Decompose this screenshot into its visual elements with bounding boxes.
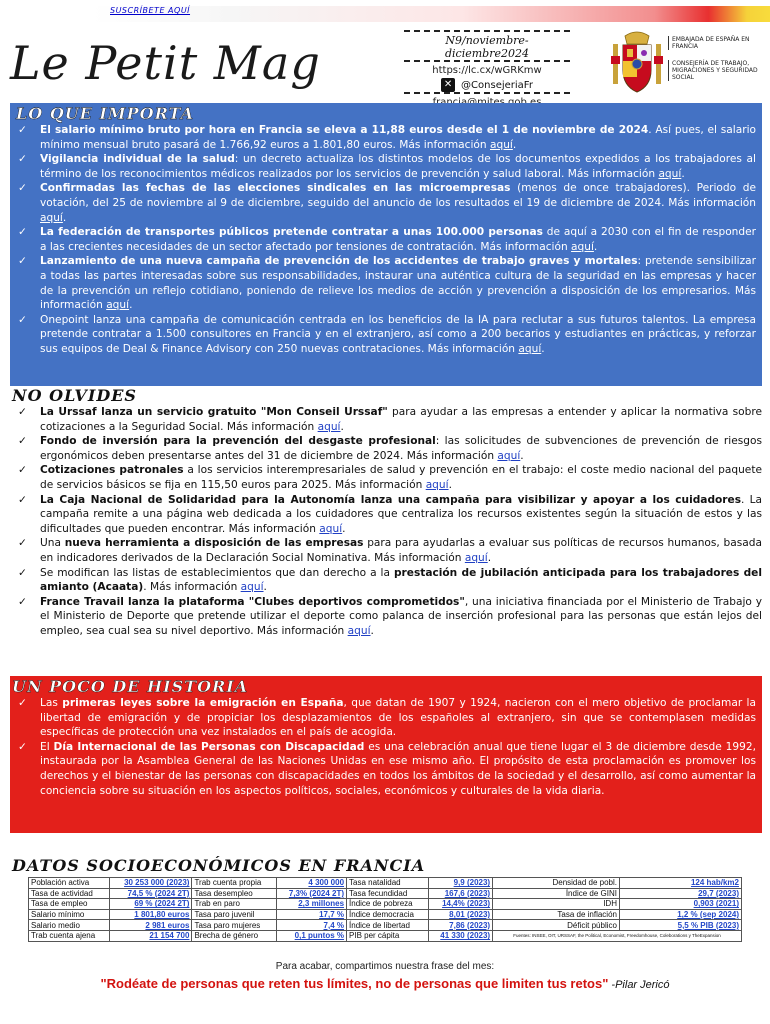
consejeria-name: CONSEJERÍA DE TRABAJO, MIGRACIONES Y SEGURIDAD SOCIAL bbox=[668, 60, 768, 81]
item-text: (menos de once trabajadores). Periodo de votación, del 25 de noviembre al 9 de diciembre, seguido del anuncio de los resultados el 19 de diciembre de 2024. Más información bbox=[40, 182, 756, 209]
stat-value[interactable]: 41 330 (2023) bbox=[428, 930, 492, 941]
stat-value[interactable]: 1 801,80 euros bbox=[110, 909, 192, 920]
newsletter-title: Le Petit Mag bbox=[10, 36, 321, 90]
item-text: . bbox=[541, 342, 545, 355]
item-text: . bbox=[129, 299, 133, 312]
divider bbox=[404, 30, 570, 32]
closing-intro: Para acabar, compartimos nuestra frase del mes: bbox=[275, 961, 495, 972]
item-text: es una celebración anual que tiene lugar el 3 de diciembre desde 1992, instaurada por la Asamblea General de las Naciones Unidas en ese mismo año. El propósito de esta proclamación es promover los derechos y el bienestar de las personas con discapacidades en todos los ámbitos de la sociedad y el desarrollo, así como aumentar la conciencia sobre su situación en los aspectos políticos, sociales, económicos y culturales de la vida diaria. bbox=[40, 740, 756, 797]
item-text: . bbox=[487, 551, 492, 564]
stat-value[interactable]: 4 300 000 bbox=[276, 878, 346, 889]
list-item bbox=[10, 152, 762, 181]
stat-value[interactable]: 0,903 (2021) bbox=[619, 899, 741, 910]
stat-value[interactable]: 124 hab/km2 bbox=[619, 878, 741, 889]
more-info-link[interactable]: aquí bbox=[319, 522, 343, 535]
checkmark-icon: ✓ bbox=[18, 595, 27, 608]
stat-value[interactable]: 167,6 (2023) bbox=[428, 888, 492, 899]
checkmark-icon: ✓ bbox=[18, 124, 27, 136]
stat-value[interactable]: 17,7 % bbox=[276, 909, 346, 920]
datos-title: DATOS SOCIOECONÓMICOS EN FRANCIA bbox=[12, 856, 426, 875]
stat-label: Tasa desempleo bbox=[192, 888, 276, 899]
stat-label: Índice de GINI bbox=[493, 888, 620, 899]
item-text: a los servicios interempresariales de salud y prevención en el trabajo: el coste medio nacional del paquete de servicios básicos se fija en 115,50 euros para 2025. Más información bbox=[40, 464, 762, 491]
historia-section bbox=[10, 676, 762, 833]
item-text: de aquí a 2030 con el fin de responder a las crecientes necesidades de un sector afectado por tensiones de contratación. Más información bbox=[40, 226, 756, 253]
checkmark-icon: ✓ bbox=[18, 435, 27, 448]
item-highlight: Vigilancia individual de la salud bbox=[40, 153, 235, 166]
section-title: LO QUE IMPORTA bbox=[16, 104, 195, 123]
web-link[interactable]: https://lc.cx/wGRKmw bbox=[432, 65, 542, 76]
item-text: . bbox=[340, 420, 344, 433]
stat-label: Salario medio bbox=[29, 920, 110, 931]
no-olvides-section bbox=[10, 386, 762, 639]
stat-value[interactable]: 2 981 euros bbox=[110, 920, 192, 931]
item-text: Onepoint lanza una campaña de comunicación centrada en los beneficios de la IA para reclutar a sus futuros talentos. La empresa pretende contratar a 1.500 consultores en Francia y en el extranjero, así como a 200 becarios y estudiantes en prácticas, y reforzar sus equipos de Deal & Finance Advisory con 250 nuevas contrataciones. Más información bbox=[40, 313, 756, 355]
item-text: para para ayudarlas a evaluar sus políticas de recursos humanos, basada en indicadores derivados de la Declaración Social Nominativa. Más información bbox=[40, 537, 762, 564]
more-info-link[interactable]: aquí bbox=[571, 240, 594, 253]
item-highlight: La Caja Nacional de Solidaridad para la Autonomía lanza una campaña para visibilizar y apoyar a los cuidadores bbox=[40, 493, 742, 506]
embassy-name: EMBAJADA DE ESPAÑA EN FRANCIA bbox=[668, 36, 768, 50]
stat-label: Trab cuenta ajena bbox=[29, 930, 110, 941]
list-item bbox=[10, 225, 762, 254]
list-item bbox=[10, 696, 762, 740]
quote-author: -Pilar Jericó bbox=[608, 979, 670, 991]
stat-label: Tasa paro juvenil bbox=[192, 909, 276, 920]
checkmark-icon: ✓ bbox=[18, 406, 27, 418]
item-highlight: nueva herramienta a disposición de las empresas bbox=[64, 537, 364, 550]
item-highlight: Fondo de inversión para la prevención del desgaste profesional bbox=[40, 435, 436, 448]
stat-label: Tasa paro mujeres bbox=[192, 920, 276, 931]
item-text: . bbox=[520, 449, 524, 462]
item-text: . bbox=[512, 138, 517, 151]
divider bbox=[404, 60, 570, 62]
stat-label: Trab cuenta propia bbox=[192, 878, 276, 889]
more-info-link[interactable]: aquí bbox=[106, 299, 130, 312]
stat-label: PIB per cápita bbox=[347, 930, 429, 941]
issue-block bbox=[404, 30, 570, 110]
issue-number: N9/noviembre-diciembre2024 bbox=[445, 34, 529, 60]
more-info-link[interactable]: aquí bbox=[347, 624, 371, 637]
stat-label: Trab en paro bbox=[192, 899, 276, 910]
more-info-link[interactable]: aquí bbox=[425, 478, 449, 491]
list-item bbox=[10, 463, 762, 492]
stat-label: Tasa natalidad bbox=[347, 878, 429, 889]
more-info-link[interactable]: aquí bbox=[658, 167, 682, 180]
stat-value[interactable]: 7,3% (2024 2T) bbox=[276, 888, 346, 899]
checkmark-icon: ✓ bbox=[18, 182, 27, 195]
list-item bbox=[10, 405, 762, 434]
table-row bbox=[29, 888, 742, 899]
stat-label: Tasa de empleo bbox=[29, 899, 110, 910]
item-highlight: La Urssaf lanza un servicio gratuito "Mon Conseil Urssaf" bbox=[40, 406, 388, 418]
checkmark-icon: ✓ bbox=[18, 566, 27, 579]
stat-value[interactable]: 7,86 (2023) bbox=[428, 920, 492, 931]
no-olvides-list bbox=[10, 405, 762, 639]
quote-text: "Rodéate de personas que reten tus límites, no de personas que limiten tus retos" bbox=[100, 976, 609, 991]
stat-value[interactable]: 9,9 (2023) bbox=[428, 878, 492, 889]
list-item bbox=[10, 313, 762, 357]
item-text: El bbox=[40, 740, 54, 753]
stat-label: Brecha de género bbox=[192, 930, 276, 941]
table-row bbox=[29, 930, 742, 941]
item-highlight: Confirmadas las fechas de las elecciones sindicales en las microempresas bbox=[40, 182, 511, 195]
item-text: Una bbox=[40, 537, 65, 550]
stat-label: Densidad de pobl. bbox=[493, 878, 620, 889]
twitter-handle[interactable]: @ConsejeriaFr bbox=[461, 79, 533, 91]
checkmark-icon: ✓ bbox=[18, 313, 27, 326]
table-row bbox=[29, 909, 742, 920]
item-text: . La campaña remite a una página web dedicada a los cuidadores que centraliza los recursos existentes según la situación de estos y las dificultades que pueden encontrar. Más información bbox=[40, 493, 762, 535]
item-highlight: La federación de transportes públicos pretende contratar a unas 100.000 personas bbox=[40, 226, 543, 239]
table-row bbox=[29, 920, 742, 931]
item-text: , que datan de 1907 y 1924, nacieron con el mero objetivo de proclamar la libertad de emigración y de propiciar los desplazamientos de los españoles al extranjero, sin que se contemplasen medidas específicas de protección una vez instalados en el país de acogida. bbox=[40, 697, 756, 739]
checkmark-icon: ✓ bbox=[18, 226, 27, 239]
item-text: . bbox=[448, 478, 452, 491]
list-item bbox=[10, 536, 762, 565]
embassy-block bbox=[668, 36, 768, 91]
historia-list bbox=[10, 696, 762, 798]
more-info-link[interactable]: aquí bbox=[317, 420, 341, 433]
item-text: . bbox=[263, 581, 267, 594]
list-item bbox=[10, 740, 762, 798]
item-text: : las solicitudes de subvenciones de prevención de riesgos ergonómicos deben presentarse antes del 31 de diciembre de 2024. Más información bbox=[40, 435, 762, 462]
x-icon: ✕ bbox=[441, 78, 455, 92]
stat-label: IDH bbox=[493, 899, 620, 910]
table-row bbox=[29, 899, 742, 910]
datos-table bbox=[28, 877, 742, 942]
checkmark-icon: ✓ bbox=[18, 493, 27, 506]
list-item bbox=[10, 566, 762, 595]
stat-value[interactable]: 21 154 700 bbox=[110, 930, 192, 941]
table-row bbox=[29, 878, 742, 889]
stat-value[interactable]: 7,4 % bbox=[276, 920, 346, 931]
sources-note: Fuentes: INSEE, OIT, URSSAF, the Political, Economist, Freedomhouse, Coleborations y TheExpansion bbox=[493, 930, 742, 941]
section-title: NO OLVIDES bbox=[12, 386, 137, 405]
list-item bbox=[10, 493, 762, 537]
item-highlight: prestación de jubilación anticipada para los trabajadores del amianto (Acaata) bbox=[40, 566, 762, 594]
item-text: . Más información bbox=[143, 581, 241, 594]
item-text: . bbox=[370, 624, 374, 637]
more-info-link[interactable]: aquí bbox=[240, 581, 264, 594]
checkmark-icon: ✓ bbox=[18, 464, 27, 477]
stat-value[interactable]: 69 % (2024 2T) bbox=[110, 899, 192, 910]
list-item bbox=[10, 254, 762, 312]
item-highlight: primeras leyes sobre la emigración en España bbox=[62, 697, 344, 709]
item-text: . bbox=[681, 167, 685, 180]
spain-coat-of-arms-icon bbox=[609, 30, 665, 96]
more-info-link[interactable]: aquí bbox=[464, 551, 488, 564]
stat-label: Tasa fecundidad bbox=[347, 888, 429, 899]
more-info-link[interactable]: aquí bbox=[497, 449, 521, 462]
item-text: : un decreto actualiza los distintos modelos de los documentos expedidos a los trabajadores al término de los reconocimientos médicos realizados por los servicios de prevención y salud laboral. Más información bbox=[40, 153, 756, 180]
checkmark-icon: ✓ bbox=[18, 740, 27, 753]
item-text: : pretende sensibilizar a todas las partes interesadas sobre sus responsabilidades, instaurar una auténtica cultura de la seguridad en las empresas y hacer de la prevención un reflejo cotidiano, poniendo de relieve los medios de acción y prevención a disposición de los empresarios. Más información bbox=[40, 255, 756, 312]
lo-que-importa-list bbox=[10, 123, 762, 357]
stat-value[interactable]: 0,1 puntos % bbox=[276, 930, 346, 941]
more-info-link[interactable]: aquí bbox=[489, 138, 513, 151]
item-text: Las bbox=[40, 697, 63, 709]
top-banner bbox=[0, 6, 770, 22]
list-item bbox=[10, 123, 762, 152]
item-highlight: El salario mínimo bruto por hora en Francia se eleva a 11,88 euros desde el 1 de noviembre de 2024 bbox=[40, 124, 649, 136]
item-highlight: Cotizaciones patronales bbox=[40, 464, 184, 477]
item-text: . Así pues, el salario mínimo mensual bruto pasará de 1.766,92 euros a 1.801,80 euros. Más información bbox=[40, 124, 757, 151]
quote-line bbox=[0, 976, 770, 991]
checkmark-icon: ✓ bbox=[18, 255, 27, 268]
stat-label: Índice de libertad bbox=[347, 920, 429, 931]
lo-que-importa-section bbox=[10, 103, 762, 386]
section-title: UN POCO DE HISTORIA bbox=[12, 677, 249, 696]
more-info-link[interactable]: aquí bbox=[518, 342, 542, 355]
stat-value[interactable]: 29,7 (2023) bbox=[619, 888, 741, 899]
stat-value[interactable]: 8,01 (2023) bbox=[428, 909, 492, 920]
more-info-link[interactable]: aquí bbox=[40, 211, 63, 224]
stat-label: Índice democracia bbox=[347, 909, 429, 920]
item-text: Se modifican las listas de establecimientos que dan derecho a la bbox=[40, 566, 394, 579]
checkmark-icon: ✓ bbox=[18, 537, 27, 550]
stat-value[interactable]: 30 253 000 (2023) bbox=[110, 878, 192, 889]
item-text: , una iniciativa financiada por el Ministerio de Trabajo y el Ministerio de Deporte que pretende utilizar el deporte como palanca de inserción profesional para las personas que están lejos del empleo, sea cual sea su nivel deportivo. Más información bbox=[40, 595, 762, 637]
list-item bbox=[10, 434, 762, 463]
stat-value[interactable]: 2,3 millones bbox=[276, 899, 346, 910]
list-item bbox=[10, 595, 762, 639]
item-highlight: Lanzamiento de una nueva campaña de prevención de los accidentes de trabajo graves y mortales bbox=[40, 255, 638, 268]
stat-label: Índice de pobreza bbox=[347, 899, 429, 910]
stat-label: Déficit público bbox=[493, 920, 620, 931]
item-text: para ayudar a las empresas a entender y aplicar la normativa sobre cotizaciones a la Seguridad Social. Más información bbox=[40, 406, 762, 433]
twitter-row[interactable] bbox=[404, 78, 570, 92]
item-highlight: Día Internacional de las Personas con Discapacidad bbox=[53, 740, 365, 753]
item-text: . bbox=[62, 211, 67, 224]
stat-label: Salario mínimo bbox=[29, 909, 110, 920]
stat-label: Tasa de inflación bbox=[493, 909, 620, 920]
stat-value[interactable]: 5,5 % PIB (2023) bbox=[619, 920, 741, 931]
checkmark-icon: ✓ bbox=[18, 697, 27, 709]
item-highlight: France Travail lanza la plataforma "Clubes deportivos comprometidos" bbox=[40, 595, 465, 608]
item-text: . bbox=[593, 240, 598, 253]
stat-value[interactable]: 14,4% (2023) bbox=[428, 899, 492, 910]
checkmark-icon: ✓ bbox=[18, 153, 27, 166]
divider bbox=[404, 92, 570, 94]
stat-value[interactable]: 1,2 % (sep 2024) bbox=[619, 909, 741, 920]
stat-label: Tasa de actividad bbox=[29, 888, 110, 899]
item-text: . bbox=[342, 522, 346, 535]
subscribe-link[interactable]: SUSCRÍBETE AQUÍ bbox=[110, 6, 191, 15]
stat-value[interactable]: 74,5 % (2024 2T) bbox=[110, 888, 192, 899]
list-item bbox=[10, 181, 762, 225]
stat-label: Población activa bbox=[29, 878, 110, 889]
